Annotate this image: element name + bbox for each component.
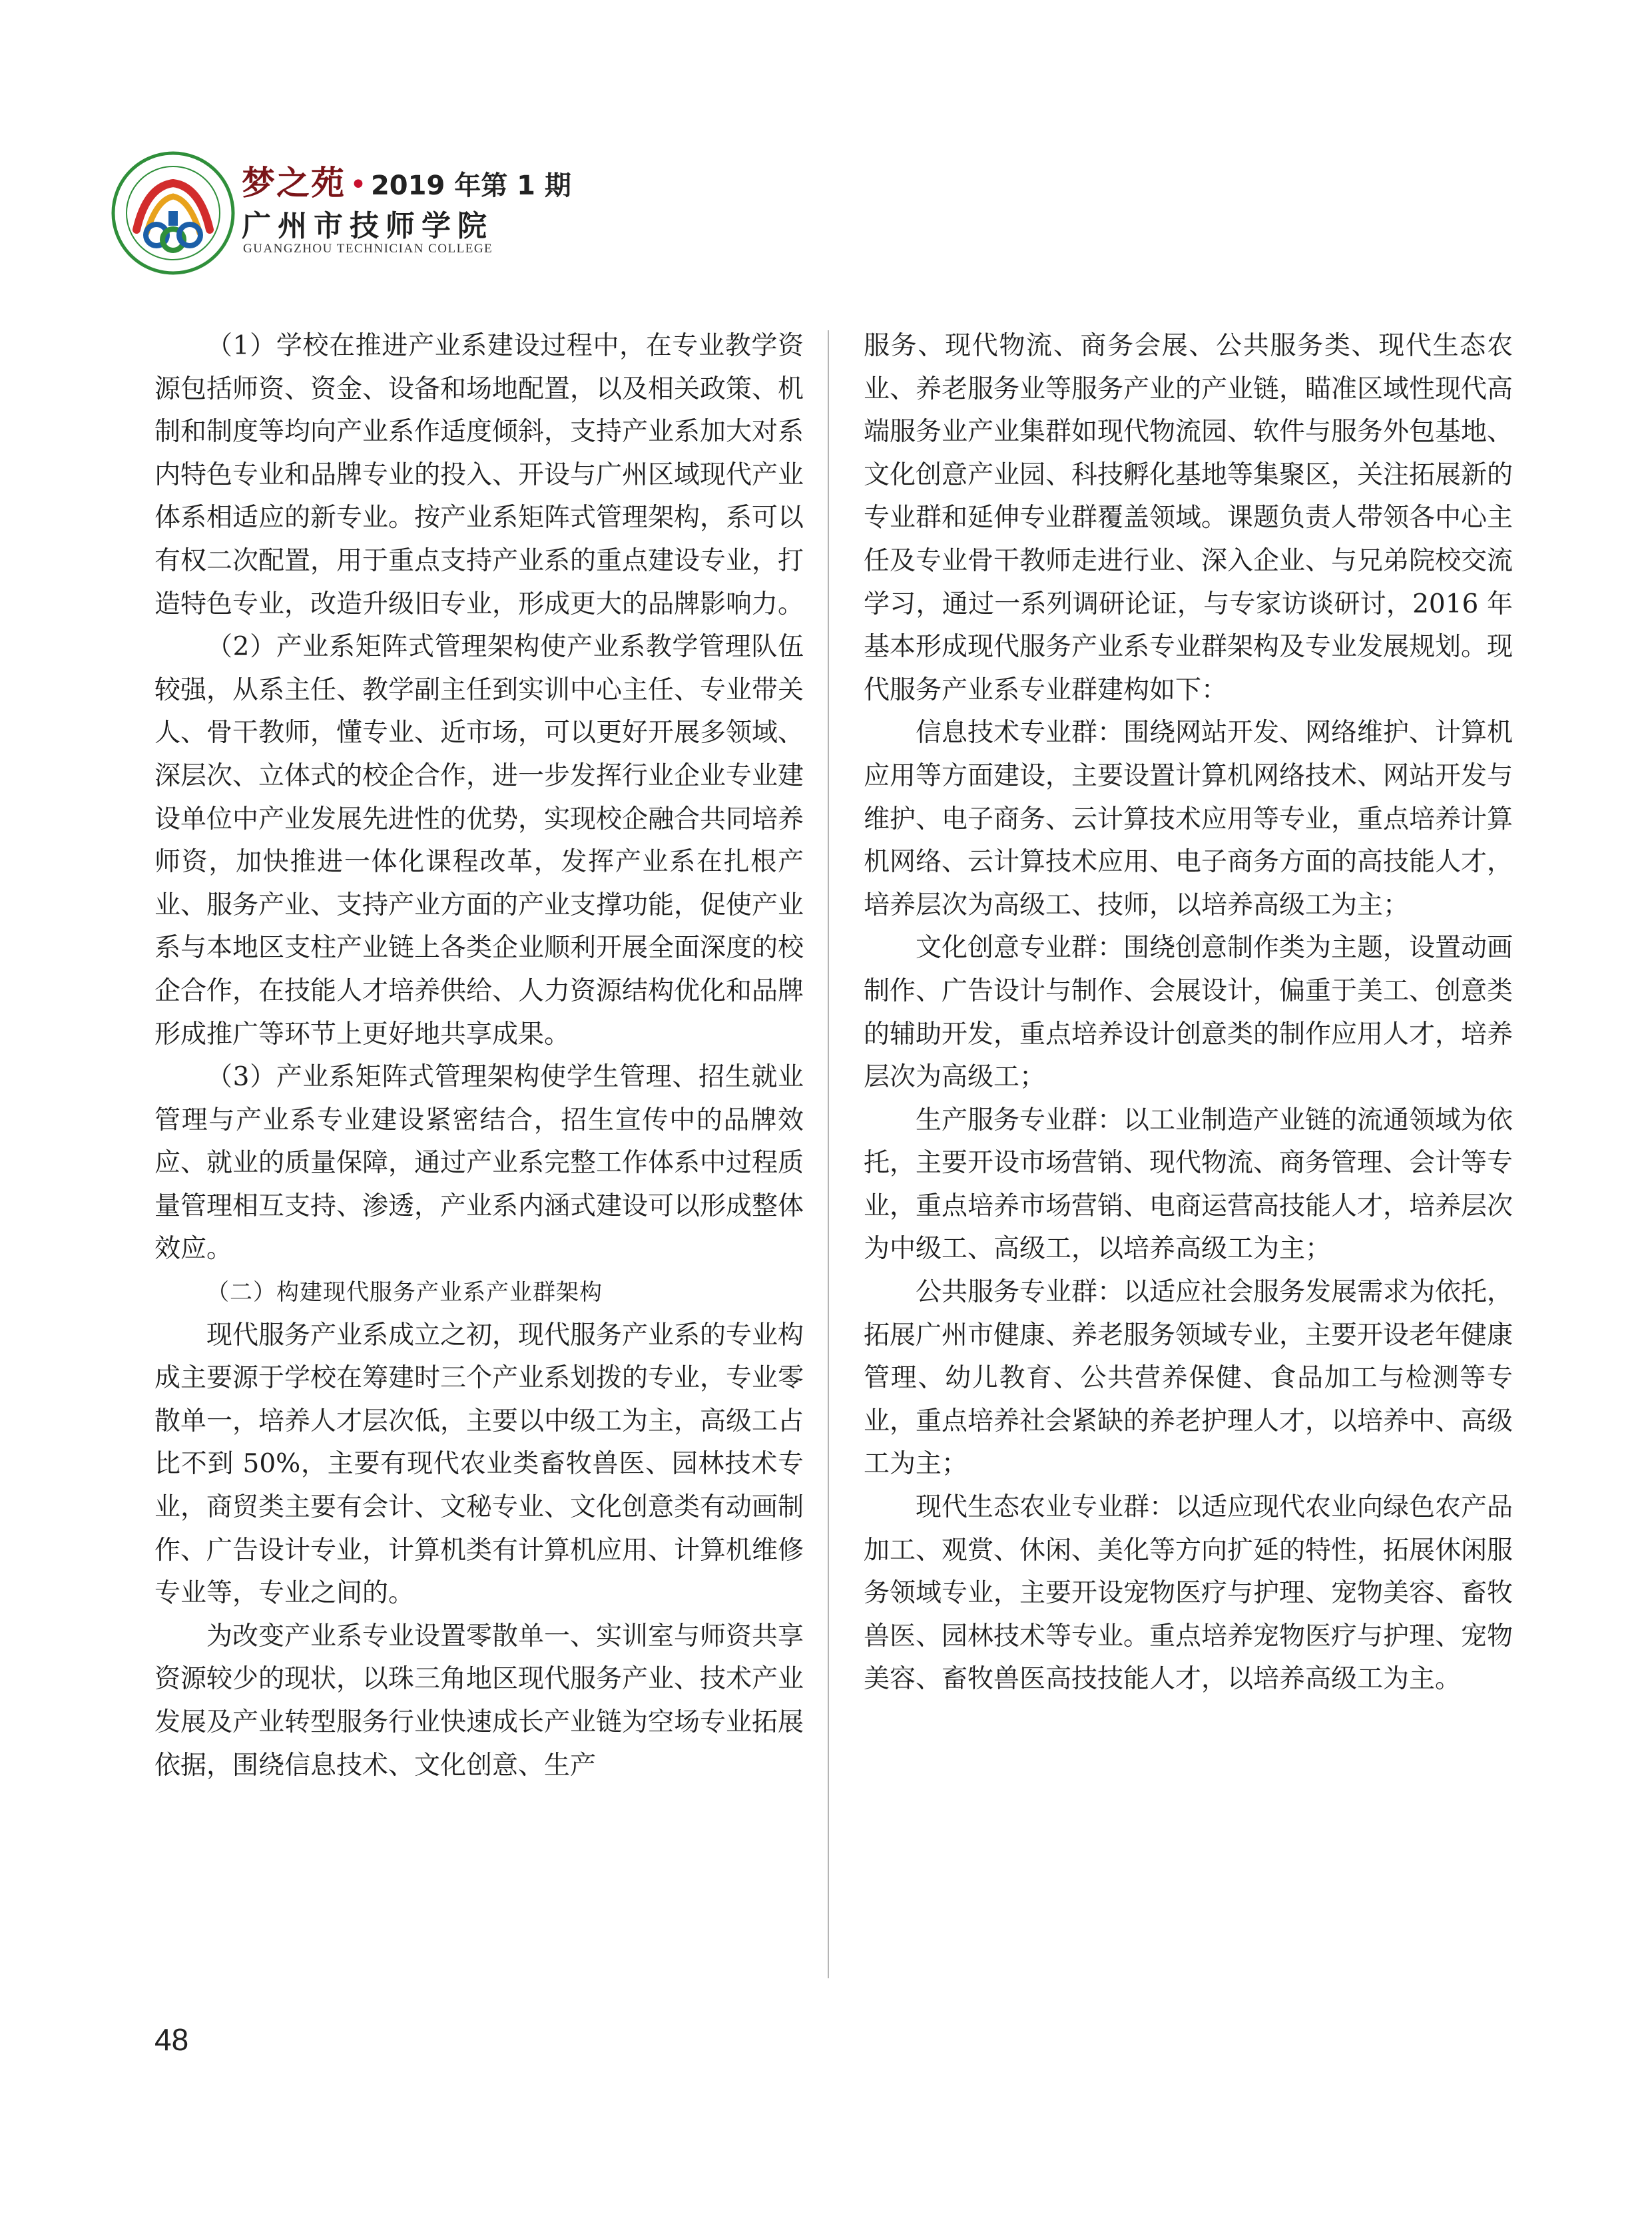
college-name-en: GUANGZHOU TECHNICIAN COLLEGE	[243, 242, 493, 256]
body-paragraph: 生产服务专业群：以工业制造产业链的流通领域为依托，主要开设市场营销、现代物流、商务管理、会计等专业，重点培养市场营销、电商运营高技能人才，培养层次为中级工、高级工，以培养高级工为主；	[864, 1105, 1514, 1264]
body-paragraph: 信息技术专业群：围绕网站开发、网络维护、计算机应用等方面建设，主要设置计算机网络技术、网站开发与维护、电子商务、云计算技术应用等专业，重点培养计算机网络、云计算技术应用、电子商务方面的高技能人才，培养层次为高级工、技师，以培养高级工为主；	[864, 718, 1514, 920]
left-column	[154, 325, 804, 1787]
body-paragraph: 文化创意专业群：围绕创意制作类为主题，设置动画制作、广告设计与制作、会展设计，偏重于美工、创意类的辅助开发，重点培养设计创意类的制作应用人才，培养层次为高级工；	[864, 933, 1514, 1093]
section-subheading: （二）构建现代服务产业系产业群架构	[206, 1279, 603, 1306]
college-logo-icon	[110, 150, 236, 276]
column-divider	[828, 330, 829, 1978]
masthead-separator: •	[350, 168, 367, 202]
page-number: 48	[154, 2022, 189, 2057]
body-paragraph: 现代生态农业专业群：以适应现代农业向绿色农产品加工、观赏、休闲、美化等方向扩延的特性，拓展休闲服务领域专业，主要开设宠物医疗与护理、宠物美容、畜牧兽医、园林技术等专业。重点培养宠物医疗与护理、宠物美容、畜牧兽医高技技能人才，以培养高级工为主。	[864, 1492, 1514, 1695]
right-column	[864, 325, 1513, 1701]
body-paragraph: （2）产业系矩阵式管理架构使产业系教学管理队伍较强，从系主任、教学副主任到实训中心主任、专业带关人、骨干教师，懂专业、近市场，可以更好开展多领域、深层次、立体式的校企合作，进一步发挥行业企业专业建设单位中产业发展先进性的优势，实现校企融合共同培养师资，加快推进一体化课程改革，发挥产业系在扎根产业、服务产业、支持产业方面的产业支撑功能，促使产业系与本地区支柱产业链上各类企业顺利开展全面深度的校企合作，在技能人才培养供给、人力资源结构优化和品牌形成推广等环节上更好地共享成果。	[154, 632, 804, 1049]
college-name-cn: 广州市技师学院	[242, 209, 493, 243]
body-paragraph: 现代服务产业系成立之初，现代服务产业系的专业构成主要源于学校在筹建时三个产业系划拨的专业，专业零散单一，培养人才层次低，主要以中级工为主，高级工占比不到 50%，主要有现代农业类畜牧兽医、园林技术专业，商贸类主要有会计、文秘专业、文化创意类有动画制作、广告设计专业，计算机类有计算机应用、计算机维修专业等，专业之间的。	[154, 1320, 804, 1609]
magazine-name: 梦之苑	[242, 164, 346, 202]
body-paragraph: 为改变产业系专业设置零散单一、实训室与师资共享资源较少的现状，以珠三角地区现代服务产业、技术产业发展及产业转型服务行业快速成长产业链为空场专业拓展依据，围绕信息技术、文化创意、生产	[154, 1621, 804, 1781]
page-header	[110, 143, 643, 276]
body-paragraph: 服务、现代物流、商务会展、公共服务类、现代生态农业、养老服务业等服务产业的产业链，瞄准区域性现代高端服务业产业集群如现代物流园、软件与服务外包基地、文化创意产业园、科技孵化基地等集聚区，关注拓展新的专业群和延伸专业群覆盖领域。课题负责人带领各中心主任及专业骨干教师走进行业、深入企业、与兄弟院校交流学习，通过一系列调研论证，与专家访谈研讨，2016 年基本形成现代服务产业系专业群架构及专业发展规划。现代服务产业系专业群建构如下：	[864, 331, 1514, 705]
body-paragraph: 公共服务专业群：以适应社会服务发展需求为依托，拓展广州市健康、养老服务领域专业，主要开设老年健康管理、幼儿教育、公共营养保健、食品加工与检测等专业，重点培养社会紧缺的养老护理人才，以培养中、高级工为主；	[864, 1277, 1514, 1480]
body-paragraph: （3）产业系矩阵式管理架构使学生管理、招生就业管理与产业系专业建设紧密结合，招生宣传中的品牌效应、就业的质量保障，通过产业系完整工作体系中过程质量管理相互支持、渗透，产业系内涵式建设可以形成整体效应。	[154, 1062, 804, 1264]
magazine-masthead	[242, 156, 571, 204]
issue-label: 2019 年第 1 期	[370, 170, 571, 201]
body-paragraph: （1）学校在推进产业系建设过程中，在专业教学资源包括师资、资金、设备和场地配置，以及相关政策、机制和制度等均向产业系作适度倾斜，支持产业系加大对系内特色专业和品牌专业的投入、开设与广州区域现代产业体系相适应的新专业。按产业系矩阵式管理架构，系可以有权二次配置，用于重点支持产业系的重点建设专业，打造特色专业，改造升级旧专业，形成更大的品牌影响力。	[154, 331, 804, 619]
